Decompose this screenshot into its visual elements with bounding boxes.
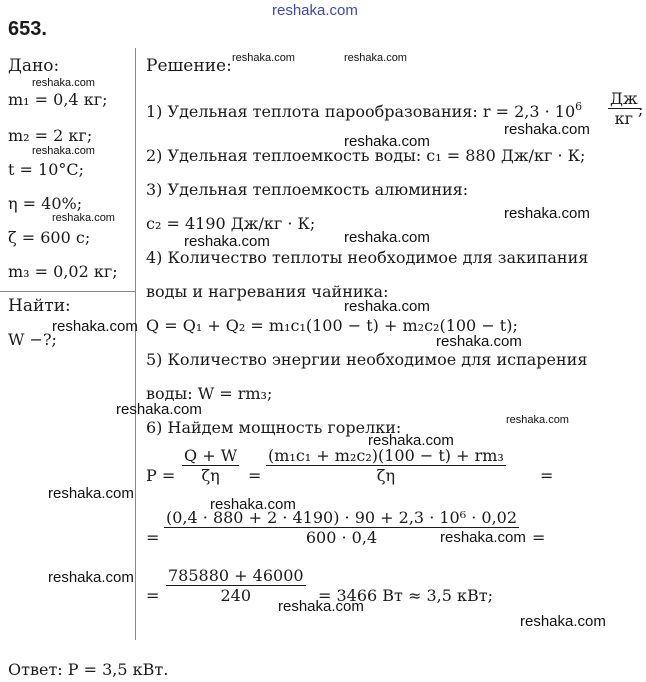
watermark: reshaka.com <box>344 229 430 246</box>
eq1-end: = <box>540 466 554 485</box>
watermark: reshaka.com <box>520 613 606 630</box>
given-item: m₂ = 2 кг; <box>8 126 93 145</box>
fraction-numerator: (m₁c₁ + m₂c₂)(100 − t) + rm₃ <box>268 446 504 465</box>
step-4: 4) Количество теплоты необходимое для закипания <box>146 248 589 267</box>
fraction-denominator: 240 <box>220 586 252 605</box>
answer: Ответ: P = 3,5 кВт. <box>8 660 169 679</box>
watermark: reshaka.com <box>210 496 296 513</box>
eq1-fraction-1 <box>182 446 239 485</box>
given-item: ζ = 600 с; <box>8 228 91 247</box>
given-item: m₁ = 0,4 кг; <box>8 90 108 109</box>
eq1-fraction-2 <box>266 446 506 485</box>
watermark: reshaka.com <box>48 569 134 586</box>
step-1-tail: ; <box>638 100 644 119</box>
watermark: reshaka.com <box>506 414 569 426</box>
fraction-denominator: 600 · 0,4 <box>305 528 378 547</box>
eq2-end: = <box>532 528 546 547</box>
watermark: reshaka.com <box>232 52 295 64</box>
fraction-numerator: Q + W <box>184 446 238 465</box>
step-6: 6) Найдем мощность горелки: <box>146 418 402 437</box>
eq2-start: = <box>146 528 160 547</box>
fraction-numerator: 785880 + 46000 <box>168 566 304 585</box>
watermark: reshaka.com <box>184 233 270 250</box>
find-item: W −?; <box>8 330 57 349</box>
step-2: 2) Удельная теплоемкость воды: c₁ = 880 Дж/кг · К; <box>146 146 586 165</box>
watermark: reshaka.com <box>278 598 364 615</box>
step-5: 5) Количество энергии необходимое для испарения <box>146 350 588 369</box>
fraction-numerator: Дж <box>610 89 638 108</box>
watermark: reshaka.com <box>344 133 430 150</box>
watermark: reshaka.com <box>52 318 138 335</box>
watermark: reshaka.com <box>52 212 115 224</box>
step-1-text: 1) Удельная теплота парообразования: r = 2,3 · 10 <box>146 102 576 121</box>
fraction-denominator: кг <box>614 109 634 128</box>
watermark: reshaka.com <box>344 52 407 64</box>
fraction-denominator: ζη <box>201 466 220 485</box>
watermark: reshaka.com <box>440 529 526 546</box>
watermark: reshaka.com <box>32 77 95 89</box>
horizontal-divider <box>0 291 136 292</box>
vertical-divider <box>135 48 136 640</box>
watermark: reshaka.com <box>436 333 522 350</box>
watermark: reshaka.com <box>504 121 590 138</box>
step-1 <box>146 100 582 121</box>
fraction-denominator: ζη <box>376 466 396 485</box>
eq1-equals: = <box>248 466 262 485</box>
eq1-lhs: P = <box>146 466 176 485</box>
watermark-top: reshaka.com <box>272 2 358 19</box>
eq3-result: = 3466 Вт ≈ 3,5 кВт; <box>318 586 494 605</box>
given-item: t = 10°C; <box>8 160 84 179</box>
problem-number: 653. <box>8 18 47 40</box>
watermark: reshaka.com <box>32 145 95 157</box>
step-5-cont: воды: W = rm₃; <box>146 384 273 403</box>
watermark: reshaka.com <box>368 432 454 449</box>
eq3-start: = <box>146 586 160 605</box>
watermark: reshaka.com <box>116 401 202 418</box>
step-4-cont: воды и нагревания чайника: <box>146 282 389 301</box>
watermark: reshaka.com <box>48 485 134 502</box>
step-3: 3) Удельная теплоемкость алюминия: <box>146 180 469 199</box>
solution-heading: Решение: <box>146 56 232 76</box>
step-4-formula: Q = Q₁ + Q₂ = m₁c₁(100 − t) + m₂c₂(100 − t); <box>146 316 518 335</box>
step-1-unit-fraction <box>608 89 640 128</box>
find-heading: Найти: <box>8 296 71 316</box>
given-item: η = 40%; <box>8 194 83 213</box>
watermark: reshaka.com <box>344 298 430 315</box>
step-3-value: c₂ = 4190 Дж/кг · К; <box>146 214 316 233</box>
given-heading: Дано: <box>8 56 60 76</box>
fraction-numerator: (0,4 · 880 + 2 · 4190) · 90 + 2,3 · 10⁶ · 0,02 <box>166 508 518 527</box>
given-item: m₃ = 0,02 кг; <box>8 262 118 281</box>
step-1-exponent: 6 <box>575 100 583 113</box>
watermark: reshaka.com <box>504 205 590 222</box>
